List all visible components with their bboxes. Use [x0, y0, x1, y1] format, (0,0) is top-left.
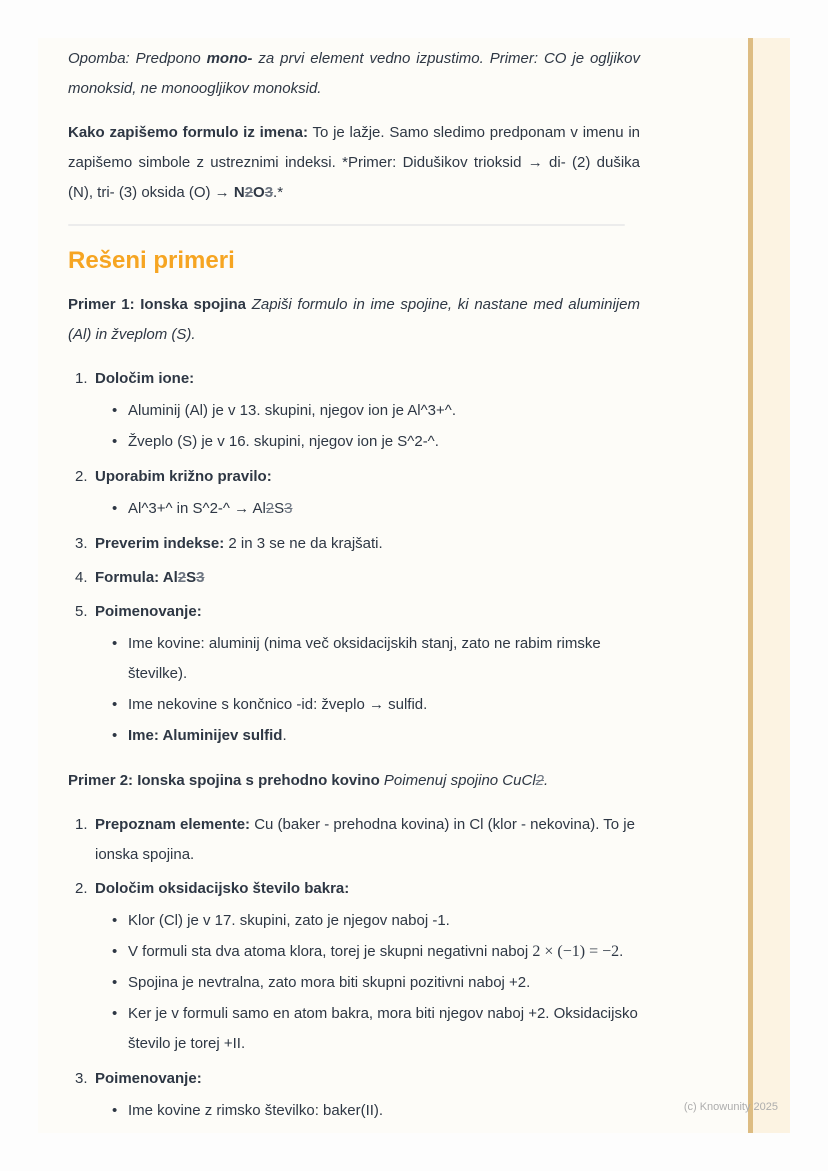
list-item-body: [95, 364, 640, 458]
text-segment: Poimenovanje:: [95, 1070, 202, 1087]
text-segment: 2: [244, 184, 254, 201]
text-segment: O: [253, 184, 265, 201]
list-item-number: 1.: [75, 816, 88, 833]
text-segment: .: [544, 772, 549, 789]
section-divider: [68, 224, 625, 226]
note-paragraph: [68, 44, 640, 104]
list-item: [75, 364, 640, 458]
list-item-number: 2.: [75, 880, 88, 897]
bullet-text: [128, 1096, 640, 1126]
list-item-body: [95, 874, 640, 1060]
list-item: [75, 529, 640, 559]
primer2-intro-paragraph: [68, 766, 640, 796]
list-item-title: [95, 462, 640, 492]
primer1-intro-paragraph: [68, 290, 640, 350]
bullet-list: [95, 396, 640, 457]
bullet-icon: •: [112, 912, 118, 929]
list-item: [75, 810, 640, 870]
bullet-item: [112, 629, 640, 689]
list-item-number: 3.: [75, 535, 88, 552]
bullet-list: [95, 1096, 640, 1126]
text-segment: S: [274, 500, 285, 517]
bullet-text: [128, 906, 640, 936]
bullet-item: [112, 968, 640, 998]
list-item-number: 2.: [75, 468, 88, 485]
text-segment: Al^3+^ in S^2-^ → Al: [128, 500, 266, 517]
text-segment: 2: [177, 569, 187, 586]
page-edge-accent-line: [748, 38, 753, 1133]
bullet-text: [128, 396, 640, 426]
text-segment: Spojina je nevtralna, zato mora biti skupni pozitivni naboj +2.: [128, 974, 531, 991]
text-segment: .*: [273, 184, 284, 201]
text-segment: 2 in 3 se ne da krajšati.: [224, 535, 383, 552]
text-segment: Zapiši formulo in ime spojine, ki nastane med aluminijem (Al) in žveplom (S).: [68, 296, 640, 343]
list-item-title: [95, 810, 640, 870]
text-segment: Določim ione:: [95, 370, 195, 387]
list-item-body: [95, 529, 640, 559]
bullet-item: [112, 906, 640, 936]
bullet-item: [112, 427, 640, 457]
list-item-body: [95, 1064, 640, 1127]
list-item-body: [95, 462, 640, 525]
text-segment: 2: [535, 772, 544, 789]
text-segment: Prepoznam elemente:: [95, 816, 251, 833]
bullet-item: [112, 999, 640, 1059]
text-segment: Določim oksidacijsko število bakra:: [95, 880, 350, 897]
text-segment: To je lažje. Samo sledimo predponam v imenu in zapišemo simbole z ustreznimi indeksi. *Primer: Didušikov trioksid → di- (2) dušika (N), tri- (3) oksida (O) →: [68, 124, 641, 201]
text-segment: Cu (baker - prehodna kovina) in Cl (klor - nekovina). To je ionska spojina.: [95, 816, 635, 863]
bullet-icon: •: [112, 696, 118, 713]
text-segment: Ker je v formuli samo en atom bakra, mora biti njegov naboj +2. Oksidacijsko število je torej +II.: [128, 1005, 638, 1052]
bullet-text: [128, 999, 640, 1059]
text-segment: 3: [264, 184, 274, 201]
bullet-icon: •: [112, 402, 118, 419]
bullet-text: [128, 690, 640, 720]
list-item-number: 1.: [75, 370, 88, 387]
bullet-item: [112, 721, 640, 751]
text-segment: Ime nekovine s končnico -id: žveplo → sulfid.: [128, 696, 428, 713]
bullet-list: [95, 629, 640, 751]
list-item: [75, 874, 640, 1060]
text-segment: Primer 1: Ionska spojina: [68, 296, 246, 313]
bullet-icon: •: [112, 727, 118, 744]
bullet-item: [112, 690, 640, 720]
text-segment: Poimenovanje:: [95, 603, 202, 620]
list-item-number: 4.: [75, 569, 88, 586]
text-segment: Uporabim križno pravilo:: [95, 468, 272, 485]
text-segment: Formula: Al: [95, 569, 178, 586]
text-segment: Aluminij (Al) je v 13. skupini, njegov ion je Al^3+^.: [128, 402, 456, 419]
list-item-title: [95, 874, 640, 904]
copyright-watermark: (c) Knowunity 2025: [683, 1101, 778, 1113]
bullet-text: [128, 494, 640, 524]
document-content: [68, 38, 640, 1141]
text-segment: Ime kovine z rimsko številko: baker(II).: [128, 1102, 384, 1119]
primer2-steps-list: [68, 810, 640, 1127]
bullet-text: [128, 968, 640, 998]
bullet-item: [112, 937, 640, 967]
list-item: [75, 563, 640, 593]
text-segment: Primer 2: Ionska spojina s prehodno kovino: [68, 772, 380, 789]
list-item-body: [95, 810, 640, 870]
bullet-icon: •: [112, 943, 118, 960]
bullet-item: [112, 494, 640, 524]
text-segment: V formuli sta dva atoma klora, torej je skupni negativni naboj: [128, 943, 533, 960]
text-segment: Kako zapišemo formulo iz imena:: [68, 124, 308, 141]
document-page: [38, 38, 790, 1133]
text-segment: Poimenuj spojino CuCl: [383, 772, 536, 789]
bullet-text: [128, 721, 640, 751]
text-segment: Opomba: Predpono: [68, 50, 207, 67]
text-segment: .: [619, 943, 624, 960]
text-segment: N: [233, 184, 245, 201]
list-item-title: [95, 1064, 640, 1094]
bullet-icon: •: [112, 974, 118, 991]
text-segment: Preverim indekse:: [95, 535, 225, 552]
bullet-list: [95, 906, 640, 1059]
list-item-body: [95, 597, 640, 752]
list-item: [75, 597, 640, 752]
bullet-icon: •: [112, 635, 118, 652]
list-item: [75, 1064, 640, 1127]
text-segment: Žveplo (S) je v 16. skupini, njegov ion je S^2-^.: [128, 433, 439, 450]
bullet-icon: •: [112, 1005, 118, 1022]
bullet-item: [112, 1096, 640, 1126]
list-item-number: 5.: [75, 603, 88, 620]
list-item-number: 3.: [75, 1070, 88, 1087]
list-item: [75, 462, 640, 525]
bullet-text: [128, 629, 640, 689]
text-segment: S: [186, 569, 197, 586]
list-item-body: [95, 563, 640, 593]
list-item-title: [95, 597, 640, 627]
text-segment: za prvi element vedno izpustimo. Primer: CO je ogljikov monoksid, ne monoogljikov monoksid.: [68, 50, 640, 97]
text-segment: 2: [265, 500, 275, 517]
text-segment: 3: [284, 500, 293, 517]
bullet-icon: •: [112, 500, 118, 517]
text-segment: Klor (Cl) je v 17. skupini, zato je njegov naboj -1.: [128, 912, 450, 929]
bullet-text: [128, 427, 640, 457]
text-segment: Ime kovine: aluminij (nima več oksidacijskih stanj, zato ne rabim rimske številke).: [128, 635, 601, 682]
bullet-text: [128, 937, 640, 967]
howto-paragraph: [68, 118, 640, 208]
bullet-icon: •: [112, 1102, 118, 1119]
list-item-title: [95, 364, 640, 394]
primer1-steps-list: [68, 364, 640, 752]
text-segment: Ime: Aluminijev sulfid: [128, 727, 283, 744]
text-segment: 3: [196, 569, 205, 586]
text-segment: mono-: [206, 50, 253, 67]
bullet-item: [112, 396, 640, 426]
section-heading: Rešeni primeri: [68, 247, 235, 274]
list-item-title: [95, 563, 640, 593]
list-item-title: [95, 529, 640, 559]
bullet-list: [95, 494, 640, 524]
text-segment: 2 × (−1) = −2: [532, 943, 620, 960]
text-segment: .: [282, 727, 287, 744]
bullet-icon: •: [112, 433, 118, 450]
page-edge-decoration: [748, 38, 790, 1133]
